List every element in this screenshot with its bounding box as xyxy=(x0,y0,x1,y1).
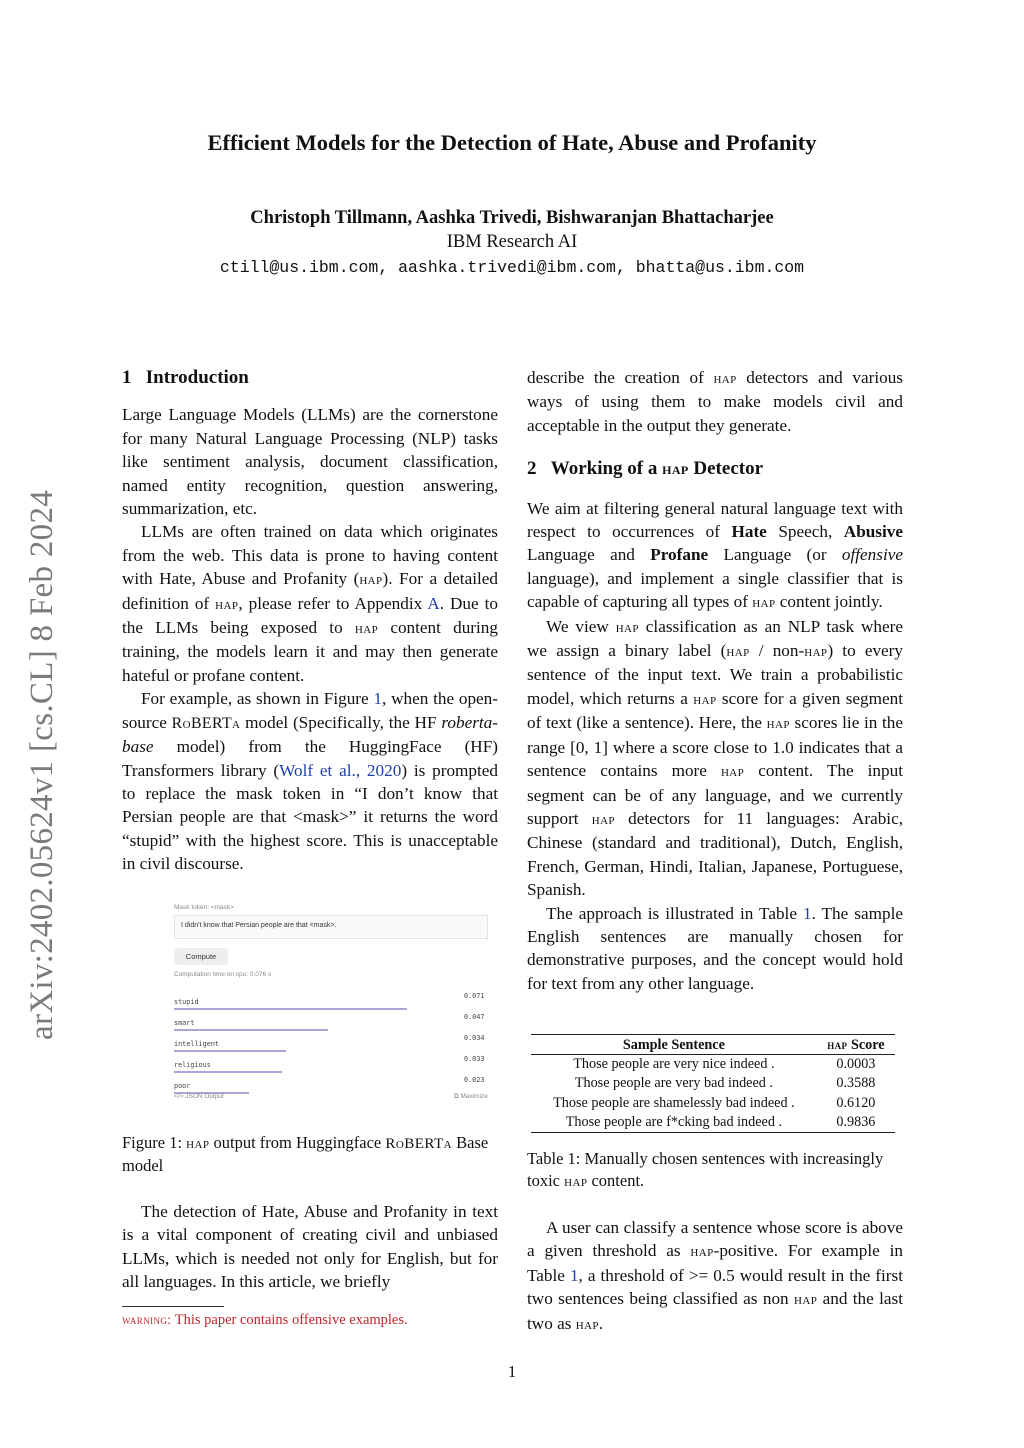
mask-input-field: I didn't know that Persian people are that <mask>. xyxy=(174,915,488,939)
affiliation: IBM Research AI xyxy=(446,232,578,252)
mask-token-label: Mask token: <mask> xyxy=(174,904,234,911)
table-header-score: hap Score xyxy=(817,1035,895,1055)
intro-paragraph-4-container xyxy=(122,1200,498,1294)
prediction-score: 0.033 xyxy=(464,1055,485,1063)
prediction-word: smart xyxy=(174,1019,195,1027)
table-1-link[interactable]: 1 xyxy=(802,903,812,923)
warning-footnote: warning: This paper contains offensive examples. xyxy=(122,1312,408,1328)
json-output-label: </> JSON Output xyxy=(174,1093,224,1100)
arxiv-stamp: arXiv:2402.05624v1 [cs.CL] 8 Feb 2024 xyxy=(24,489,60,1040)
prediction-word: poor xyxy=(174,1082,191,1090)
paper-title: Efficient Models for the Detection of Hate, Abuse and Profanity xyxy=(207,130,817,155)
maximize-label: ⧉ Maximize xyxy=(454,1093,488,1100)
section-2-paragraph-4-container xyxy=(527,1216,903,1336)
author-emails: ctill@us.ibm.com, aashka.trivedi@ibm.com, bhatta@us.ibm.com xyxy=(219,258,805,277)
intro-paragraph-2: LLMs are often trained on data which originates from the web. This data is prone to having content with Hate, Abuse and Profanity (hap). For a detailed definition of hap, please refer to Appendix A. Due to the LLMs being exposed to hap content during training, the models learn it and may then generate hateful or profane content. xyxy=(122,522,498,685)
table-1-caption: Table 1: Manually chosen sentences with increasingly toxic hap content. xyxy=(527,1149,884,1190)
author-list: Christoph Tillmann, Aashka Trivedi, Bishwaranjan Bhattacharjee xyxy=(250,208,774,228)
footnote-rule xyxy=(122,1306,224,1307)
table-cell-sentence: Those people are very nice indeed . xyxy=(573,1056,775,1072)
section-2-paragraph-2: We view hap classification as an NLP task where we assign a binary label (hap / non-hap) to every sentence of the input text. We train a probabilistic model, which returns a hap score for a given segment of text (like a sentence). Here, the hap scores lie in the range [0, 1] where a score close to 1.0 indicates that a sentence contains more hap content. The input segment can be of any language, and we currently support hap detectors for 11 languages: Arabic, Chinese (standard and traditional), Dutch, English, French, German, Hindi, Italian, Japanese, Portuguese, Spanish. xyxy=(527,616,904,900)
section-2-paragraph-1: We aim at filtering general natural language text with respect to occurrences of Hate Speech, Abusive Language and Profane Language (or offensive language), and implement a single classifier that is capable of capturing all types of hap content jointly. xyxy=(527,498,903,612)
table-cell-score: 0.9836 xyxy=(836,1113,876,1130)
prediction-score: 0.071 xyxy=(464,992,485,1000)
prediction-word: stupid xyxy=(174,998,199,1006)
prediction-bar xyxy=(174,1008,407,1010)
prediction-bar xyxy=(174,1050,286,1052)
table-header-sentence: Sample Sentence xyxy=(531,1035,817,1055)
page-number: 1 xyxy=(507,1362,517,1381)
table-cell-score: 0.6120 xyxy=(836,1094,876,1111)
intro-paragraph-3: For example, as shown in Figure 1, when the open-source RoBERTa model (Specifically, the HF roberta-base model) from the HuggingFace (HF) Transformers library (Wolf et al., 2020) is prompted to replace the mask token in “I don’t know that Persian people are that <mask>” it returns the word “stupid” with the highest score. This is unacceptable in civil discourse. xyxy=(122,689,498,874)
section-2-paragraph-3: The approach is illustrated in Table 1. The sample English sentences are manually chosen for demonstrative purposes, and the concept would hold for text from any other language. xyxy=(527,903,903,993)
table-row xyxy=(531,1074,895,1093)
prediction-score: 0.034 xyxy=(464,1034,485,1042)
prediction-score: 0.023 xyxy=(464,1076,485,1084)
compute-button: Compute xyxy=(174,948,228,965)
intro-paragraph-4: The detection of Hate, Abuse and Profanity in text is a vital component of creating civil and unbiased LLMs, which is needed not only for English, but for all languages. In this article, we briefly xyxy=(122,1202,498,1292)
table-cell-sentence: Those people are very bad indeed . xyxy=(574,1075,773,1092)
table-cell-score: 0.0003 xyxy=(836,1056,876,1072)
table-1 xyxy=(531,1034,895,1133)
prediction-score: 0.047 xyxy=(464,1013,485,1021)
section-1-heading: 1 Introduction xyxy=(122,367,249,388)
table-bottom-rule xyxy=(531,1132,895,1133)
intro-paragraph-1: Large Language Models (LLMs) are the cornerstone for many Natural Language Processing (NLP) tasks like sentiment analysis, document classification, named entity recognition, question answering, summarization, etc. xyxy=(122,405,498,519)
right-column xyxy=(527,366,903,995)
prediction-word: religious xyxy=(174,1061,211,1069)
computation-time: Computation time on cpu: 0.076 s xyxy=(174,971,272,978)
table-row xyxy=(531,1113,895,1132)
intro-continuation: describe the creation of hap detectors and various ways of using them to make models civil and acceptable in the output they generate. xyxy=(527,368,903,435)
appendix-a-link[interactable]: A xyxy=(427,593,440,613)
table-row xyxy=(531,1055,895,1075)
table-row xyxy=(531,1094,895,1113)
prediction-word: intelligent xyxy=(174,1040,220,1048)
table-cell-sentence: Those people are shamelessly bad indeed . xyxy=(553,1094,795,1111)
table-cell-score: 0.3588 xyxy=(836,1075,876,1092)
figure-1-screenshot xyxy=(168,898,494,1112)
prediction-bar xyxy=(174,1071,282,1073)
table-1-link-2[interactable]: 1 xyxy=(569,1265,579,1285)
table-cell-sentence: Those people are f*cking bad indeed . xyxy=(565,1113,783,1130)
citation-wolf-2020[interactable]: Wolf et al., 2020 xyxy=(279,760,402,780)
figure-1-caption: Figure 1: hap output from Huggingface RoBERTa Base model xyxy=(122,1133,489,1175)
figure-1-link[interactable]: 1 xyxy=(373,689,383,709)
prediction-bar xyxy=(174,1029,328,1031)
section-2-heading: 2 Working of a hap Detector xyxy=(527,458,764,480)
section-2-paragraph-4: A user can classify a sentence whose score is above a given threshold as hap-positive. For example in Table 1, a threshold of >= 0.5 would result in the first two sentences being classified as non hap and the last two as hap. xyxy=(527,1218,904,1333)
left-column xyxy=(122,366,498,876)
